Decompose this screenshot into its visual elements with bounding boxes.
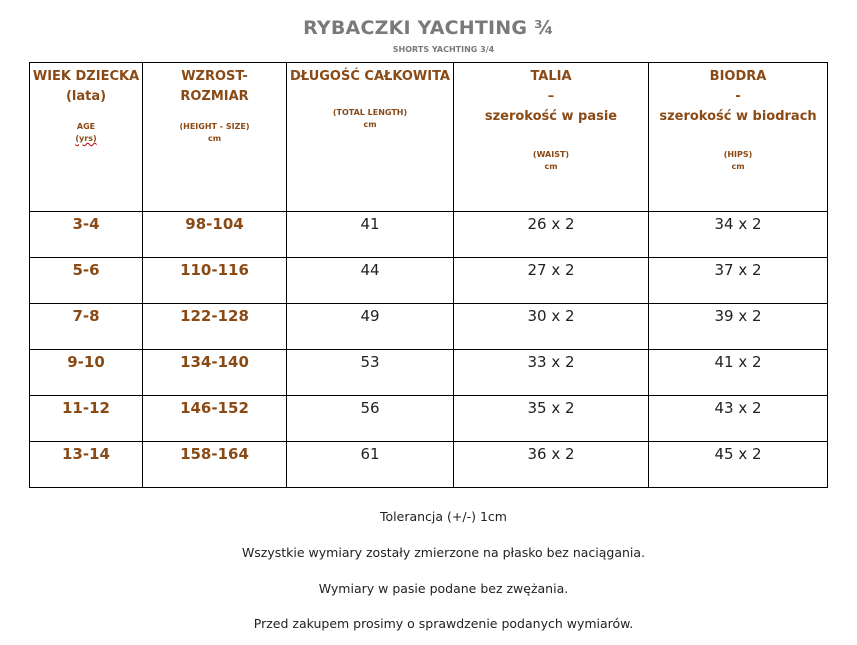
cell-waist: 33 x 2	[454, 350, 649, 396]
cell-hips: 37 x 2	[649, 258, 828, 304]
table-row	[30, 258, 828, 304]
note-tolerance: Tolerancja (+/-) 1cm	[380, 509, 507, 524]
cell-length: 61	[287, 442, 454, 488]
table-row	[30, 212, 828, 258]
page-subtitle: SHORTS YACHTING 3/4	[392, 45, 495, 54]
cell-age: 11-12	[30, 396, 143, 442]
table-row	[30, 304, 828, 350]
cell-hips: 45 x 2	[649, 442, 828, 488]
note-measured-flat: Wszystkie wymiary zostały zmierzone na płasko bez naciągania.	[241, 545, 646, 560]
cell-hips: 41 x 2	[649, 350, 828, 396]
page-title: RYBACZKI YACHTING ¾	[303, 17, 554, 39]
header-height: WZROST- ROZMIAR (HEIGHT - SIZE) cm	[143, 63, 287, 212]
cell-waist: 26 x 2	[454, 212, 649, 258]
cell-waist: 30 x 2	[454, 304, 649, 350]
size-table	[29, 62, 828, 488]
cell-length: 56	[287, 396, 454, 442]
cell-age: 13-14	[30, 442, 143, 488]
cell-size: 110-116	[143, 258, 287, 304]
header-length: DŁUGOŚĆ CAŁKOWITA (TOTAL LENGTH) cm	[287, 63, 454, 212]
note-waist: Wymiary w pasie podane bez zwężania.	[318, 581, 569, 596]
note-check-before-purchase: Przed zakupem prosimy o sprawdzenie podanych wymiarów.	[253, 616, 634, 631]
cell-age: 3-4	[30, 212, 143, 258]
cell-age: 5-6	[30, 258, 143, 304]
cell-age: 7-8	[30, 304, 143, 350]
cell-waist: 35 x 2	[454, 396, 649, 442]
table-row	[30, 350, 828, 396]
table-row	[30, 442, 828, 488]
cell-size: 122-128	[143, 304, 287, 350]
header-age: WIEK DZIECKA (lata) AGE (yrs)	[30, 63, 143, 212]
cell-hips: 43 x 2	[649, 396, 828, 442]
cell-waist: 36 x 2	[454, 442, 649, 488]
cell-size: 134-140	[143, 350, 287, 396]
cell-waist: 27 x 2	[454, 258, 649, 304]
cell-length: 44	[287, 258, 454, 304]
cell-length: 41	[287, 212, 454, 258]
cell-size: 98-104	[143, 212, 287, 258]
table-row	[30, 396, 828, 442]
header-hips: BIODRA - szerokość w biodrach (HIPS) cm	[649, 63, 828, 212]
cell-length: 49	[287, 304, 454, 350]
table-header-row	[30, 63, 828, 212]
cell-age: 9-10	[30, 350, 143, 396]
cell-hips: 34 x 2	[649, 212, 828, 258]
cell-length: 53	[287, 350, 454, 396]
cell-hips: 39 x 2	[649, 304, 828, 350]
header-waist: TALIA – szerokość w pasie (WAIST) cm	[454, 63, 649, 212]
cell-size: 146-152	[143, 396, 287, 442]
cell-size: 158-164	[143, 442, 287, 488]
